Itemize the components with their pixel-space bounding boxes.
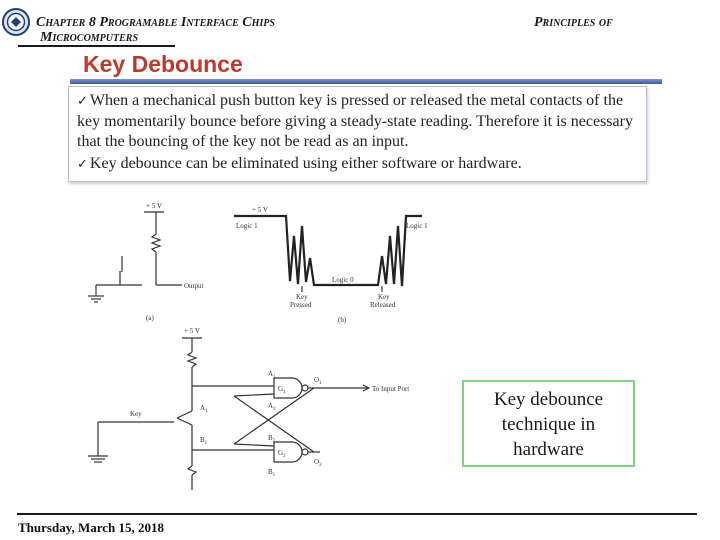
bullet-item — [77, 154, 638, 175]
output-label: Output — [184, 282, 204, 290]
bounce-waveform — [234, 216, 422, 292]
to-input-label: To Input Port — [372, 385, 410, 393]
bullet-text: Key debounce can be eliminated using either software or hardware. — [89, 155, 522, 172]
check-mark-icon: ✓ — [77, 94, 88, 109]
bullet-item — [77, 91, 638, 152]
bullet-box — [68, 86, 647, 182]
gate-g1-label: $G_1$ — [278, 385, 286, 395]
caption-b: (b) — [338, 316, 347, 324]
pressed-label-2: Pressed — [290, 301, 312, 309]
logic0-label: Logic 0 — [332, 276, 354, 284]
course-title: Principles of — [534, 15, 613, 30]
logic1-right: Logic 1 — [406, 222, 428, 230]
title-underline — [70, 79, 662, 84]
callout-line: Key debounce — [493, 389, 604, 410]
released-label-1: Key — [378, 293, 390, 301]
gate-g2-label: $G_2$ — [278, 449, 286, 459]
bullet-text: When a mechanical push button key is pressed or released the metal contacts of the key momentarily bounce before giving a steady-state reading. Therefore it is necessary that the bouncing of the key not be read as an input. — [77, 92, 633, 150]
header-divider — [18, 45, 175, 47]
key-debounce-diagram — [62, 196, 448, 494]
university-seal-icon — [2, 8, 30, 36]
pullup-circuit — [88, 212, 182, 302]
slide-title: Key Debounce — [83, 51, 243, 77]
supply-label-b: + 5 V — [252, 206, 268, 214]
a1-label: $A_1$ — [268, 370, 276, 380]
callout-line: hardware — [513, 439, 584, 460]
callout-box — [462, 380, 635, 467]
supply-label-c: + 5 V — [184, 327, 200, 335]
supply-label-a: + 5 V — [146, 202, 162, 210]
chapter-subtitle: Microcomputers — [40, 30, 139, 45]
o2-label: $O_2$ — [314, 458, 322, 468]
released-label-2: Released — [370, 301, 396, 309]
check-mark-icon: ✓ — [77, 157, 88, 172]
o1-label: $O_1$ — [314, 376, 322, 386]
callout-line: technique in — [501, 414, 596, 435]
caption-a: (a) — [146, 314, 154, 322]
chapter-title: Chapter 8 Programable Interface Chips — [36, 15, 275, 30]
footer-divider — [17, 513, 697, 515]
logic1-left: Logic 1 — [236, 222, 258, 230]
footer-date: Thursday, March 15, 2018 — [18, 520, 165, 535]
b1-label: $B_1$ — [268, 468, 276, 478]
b1-left-label: $B_1$ — [200, 436, 208, 446]
a2-label: $A_2$ — [268, 402, 276, 412]
a1-left-label: $A_1$ — [200, 404, 208, 414]
key-label: Key — [130, 410, 142, 418]
pressed-label-1: Key — [296, 293, 308, 301]
b2-label: $B_2$ — [268, 434, 276, 444]
